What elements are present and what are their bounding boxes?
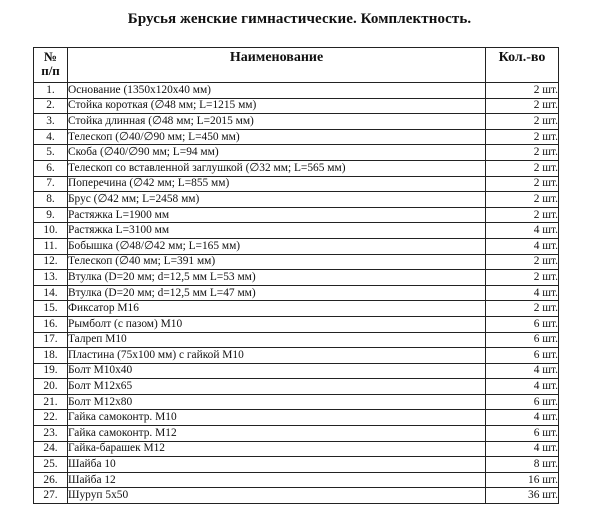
row-number: 14. <box>34 285 68 301</box>
row-quantity: 2 шт. <box>486 114 559 130</box>
table-row <box>34 192 559 208</box>
row-item-name: Болт М10х40 <box>68 363 486 379</box>
row-item-name: Телескоп (∅40/∅90 мм; L=450 мм) <box>68 129 486 145</box>
row-number: 17. <box>34 332 68 348</box>
table-row <box>34 332 559 348</box>
row-number: 11. <box>34 238 68 254</box>
row-number: 7. <box>34 176 68 192</box>
row-quantity: 6 шт. <box>486 332 559 348</box>
row-item-name: Телескоп со вставленной заглушкой (∅32 мм; L=565 мм) <box>68 160 486 176</box>
row-quantity: 2 шт. <box>486 301 559 317</box>
table-row <box>34 238 559 254</box>
row-item-name: Основание (1350х120х40 мм) <box>68 83 486 99</box>
row-number: 22. <box>34 410 68 426</box>
row-quantity: 4 шт. <box>486 285 559 301</box>
table-row <box>34 394 559 410</box>
row-quantity: 4 шт. <box>486 238 559 254</box>
row-quantity: 6 шт. <box>486 348 559 364</box>
row-item-name: Бобышка (∅48/∅42 мм; L=165 мм) <box>68 238 486 254</box>
row-quantity: 4 шт. <box>486 410 559 426</box>
table-row <box>34 114 559 130</box>
row-item-name: Талреп М10 <box>68 332 486 348</box>
row-item-name: Растяжка L=1900 мм <box>68 207 486 223</box>
row-number: 10. <box>34 223 68 239</box>
row-item-name: Втулка (D=20 мм; d=12,5 мм L=47 мм) <box>68 285 486 301</box>
row-number: 9. <box>34 207 68 223</box>
row-quantity: 2 шт. <box>486 192 559 208</box>
row-number: 26. <box>34 472 68 488</box>
row-item-name: Гайка самоконтр. М12 <box>68 426 486 442</box>
row-number: 23. <box>34 426 68 442</box>
table-row <box>34 410 559 426</box>
row-number: 8. <box>34 192 68 208</box>
row-number: 5. <box>34 145 68 161</box>
row-number: 19. <box>34 363 68 379</box>
row-number: 27. <box>34 488 68 504</box>
row-number: 2. <box>34 98 68 114</box>
row-item-name: Телескоп (∅40 мм; L=391 мм) <box>68 254 486 270</box>
row-quantity: 4 шт. <box>486 441 559 457</box>
row-number: 4. <box>34 129 68 145</box>
row-item-name: Гайка-барашек М12 <box>68 441 486 457</box>
row-number: 16. <box>34 316 68 332</box>
row-quantity: 4 шт. <box>486 363 559 379</box>
header-quantity: Кол.-во <box>486 48 559 83</box>
table-row <box>34 129 559 145</box>
row-item-name: Поперечина (∅42 мм; L=855 мм) <box>68 176 486 192</box>
table-row <box>34 348 559 364</box>
table-row <box>34 83 559 99</box>
row-number: 18. <box>34 348 68 364</box>
row-quantity: 36 шт. <box>486 488 559 504</box>
table-row <box>34 488 559 504</box>
row-quantity: 2 шт. <box>486 83 559 99</box>
row-number: 21. <box>34 394 68 410</box>
row-quantity: 2 шт. <box>486 207 559 223</box>
table-row <box>34 270 559 286</box>
row-item-name: Рымболт (с пазом) М10 <box>68 316 486 332</box>
row-item-name: Растяжка L=3100 мм <box>68 223 486 239</box>
row-item-name: Шайба 10 <box>68 457 486 473</box>
row-item-name: Шуруп 5х50 <box>68 488 486 504</box>
row-number: 6. <box>34 160 68 176</box>
row-number: 1. <box>34 83 68 99</box>
row-number: 12. <box>34 254 68 270</box>
row-number: 25. <box>34 457 68 473</box>
row-item-name: Гайка самоконтр. М10 <box>68 410 486 426</box>
row-item-name: Болт М12х80 <box>68 394 486 410</box>
table-row <box>34 98 559 114</box>
row-quantity: 2 шт. <box>486 145 559 161</box>
row-item-name: Пластина (75х100 мм) с гайкой М10 <box>68 348 486 364</box>
row-item-name: Фиксатор М16 <box>68 301 486 317</box>
row-item-name: Стойка короткая (∅48 мм; L=1215 мм) <box>68 98 486 114</box>
row-number: 13. <box>34 270 68 286</box>
table-row <box>34 426 559 442</box>
row-number: 3. <box>34 114 68 130</box>
row-item-name: Шайба 12 <box>68 472 486 488</box>
row-number: 24. <box>34 441 68 457</box>
row-quantity: 6 шт. <box>486 316 559 332</box>
header-number-line2: п/п <box>41 63 60 78</box>
row-quantity: 2 шт. <box>486 160 559 176</box>
table-row <box>34 285 559 301</box>
row-item-name: Болт М12х65 <box>68 379 486 395</box>
table-row <box>34 160 559 176</box>
table-row <box>34 472 559 488</box>
row-item-name: Втулка (D=20 мм; d=12,5 мм L=53 мм) <box>68 270 486 286</box>
row-quantity: 2 шт. <box>486 98 559 114</box>
row-item-name: Стойка длинная (∅48 мм; L=2015 мм) <box>68 114 486 130</box>
row-quantity: 2 шт. <box>486 129 559 145</box>
table-header <box>34 48 559 83</box>
components-table <box>33 47 559 504</box>
table-row <box>34 207 559 223</box>
row-item-name: Брус (∅42 мм; L=2458 мм) <box>68 192 486 208</box>
table-row <box>34 301 559 317</box>
header-number <box>34 48 68 83</box>
row-quantity: 2 шт. <box>486 176 559 192</box>
table-row <box>34 441 559 457</box>
header-name: Наименование <box>68 48 486 83</box>
row-quantity: 4 шт. <box>486 379 559 395</box>
table-row <box>34 363 559 379</box>
table-row <box>34 223 559 239</box>
row-quantity: 6 шт. <box>486 394 559 410</box>
table-row <box>34 457 559 473</box>
header-number-line1: № <box>43 49 58 64</box>
header-row <box>34 48 559 83</box>
table-row <box>34 254 559 270</box>
row-quantity: 2 шт. <box>486 270 559 286</box>
row-number: 15. <box>34 301 68 317</box>
row-item-name: Скоба (∅40/∅90 мм; L=94 мм) <box>68 145 486 161</box>
document-title: Брусья женские гимнастические. Комплектность. <box>127 11 472 27</box>
row-number: 20. <box>34 379 68 395</box>
table-body <box>34 83 559 504</box>
row-quantity: 8 шт. <box>486 457 559 473</box>
row-quantity: 4 шт. <box>486 223 559 239</box>
row-quantity: 16 шт. <box>486 472 559 488</box>
table-row <box>34 145 559 161</box>
row-quantity: 6 шт. <box>486 426 559 442</box>
table-row <box>34 176 559 192</box>
table-row <box>34 316 559 332</box>
table-row <box>34 379 559 395</box>
row-quantity: 2 шт. <box>486 254 559 270</box>
